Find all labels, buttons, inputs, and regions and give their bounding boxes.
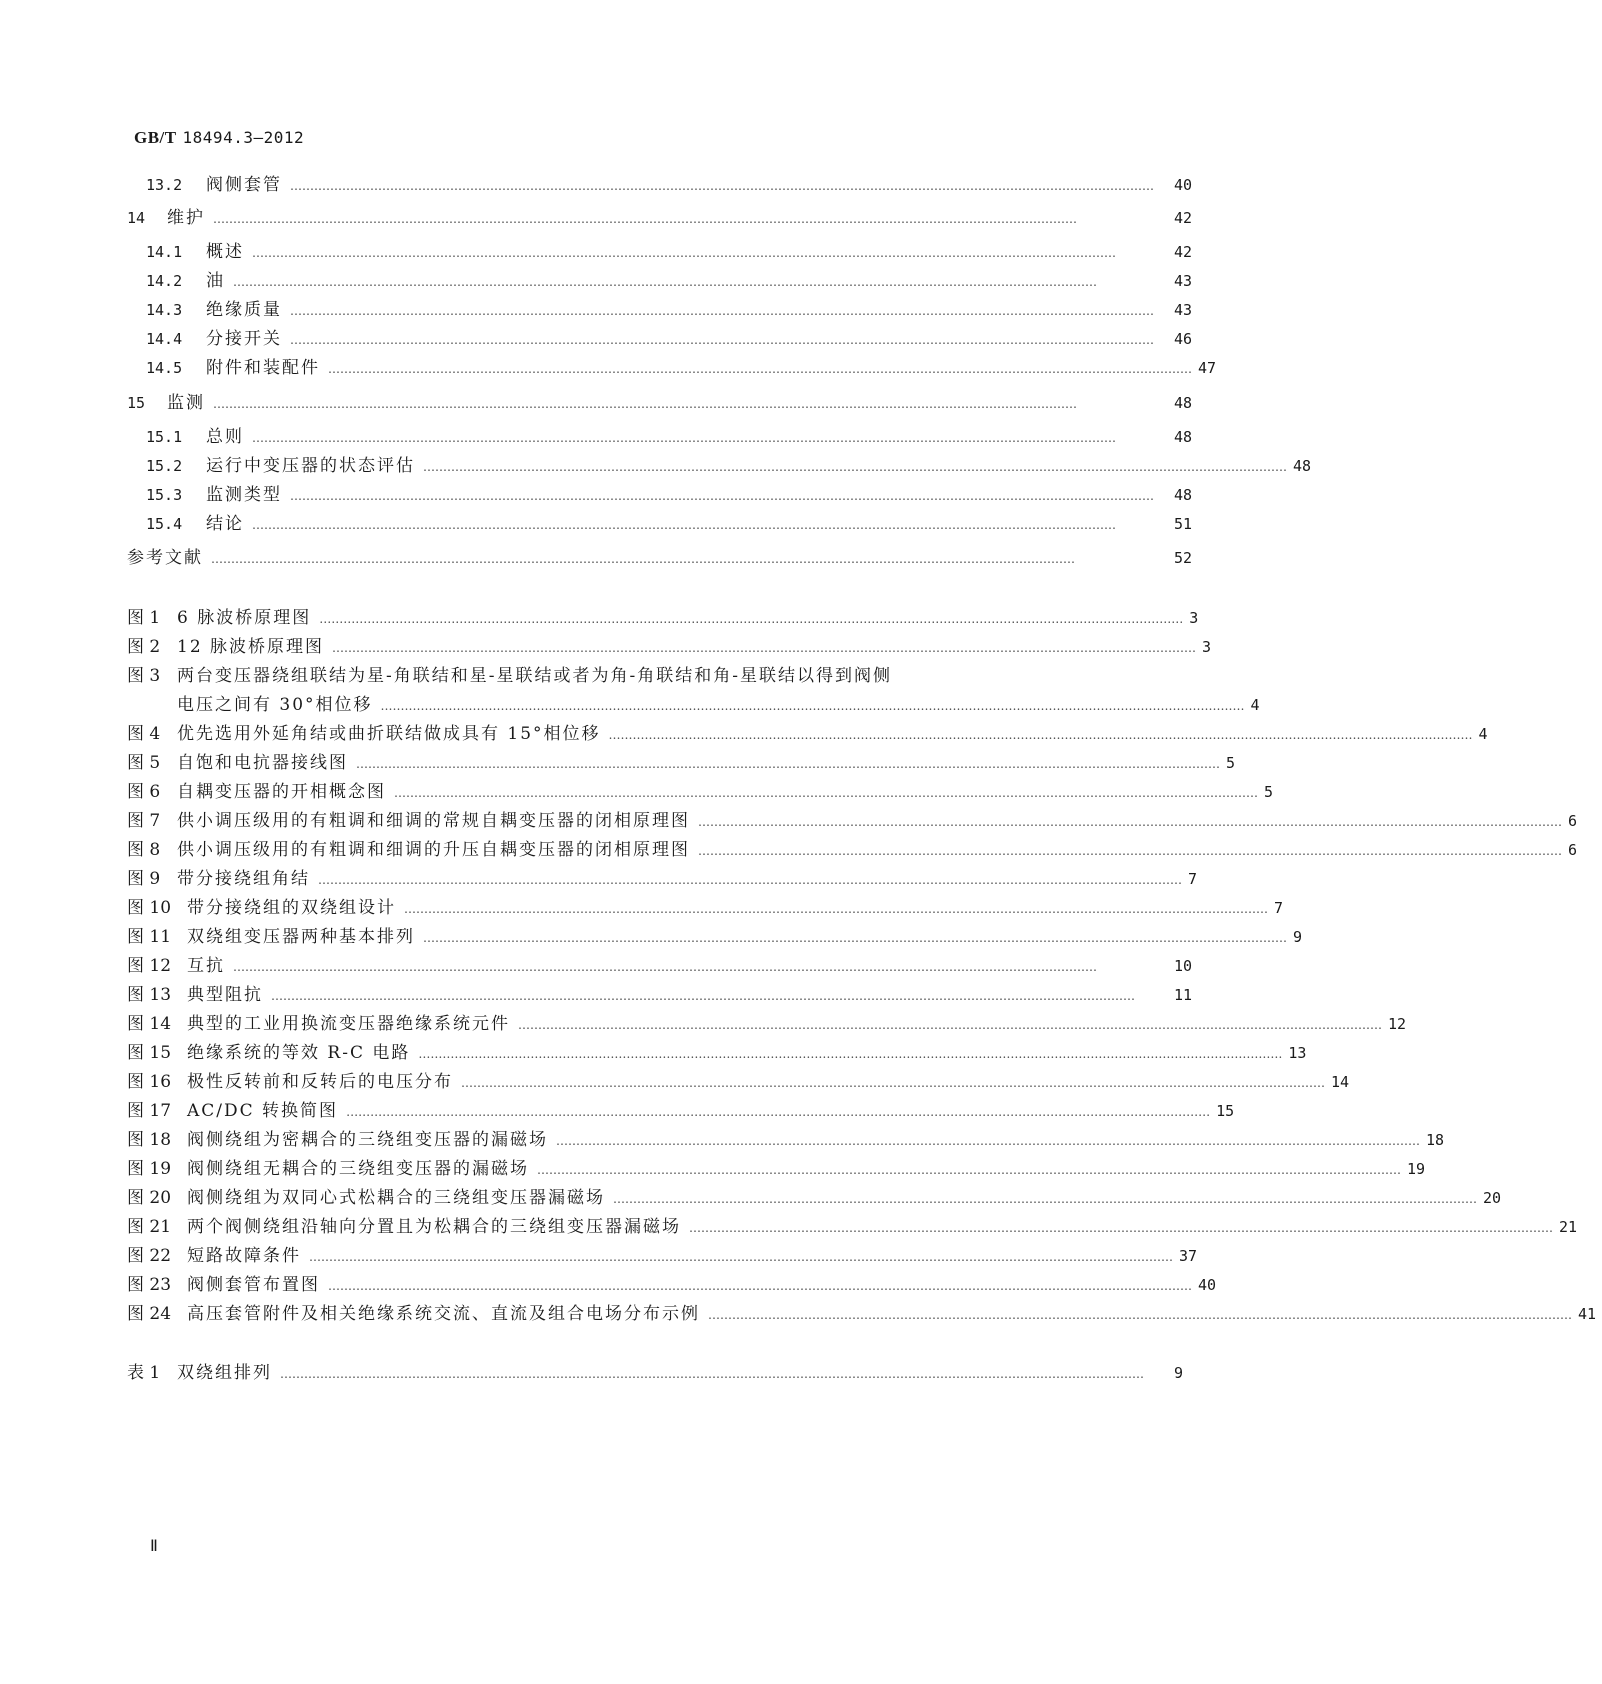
figure-title: 绝缘系统的等效 R-C 电路 [187,1043,411,1063]
figure-page: 37 [1179,1247,1198,1265]
toc-entry-15-1[interactable] [0,422,1198,446]
figure-entry-21[interactable] [0,1212,1578,1237]
figure-number: 图 16 [127,1072,172,1092]
figure-page: 4 [1478,725,1488,743]
leader-dots: ……………………………………………………………………………………………………………………………………………………………………………………………… [328,1279,1192,1293]
toc-entry-15-4[interactable] [0,509,1198,533]
figure-page: 18 [1426,1131,1445,1149]
figure-title: 优先选用外延角结或曲折联结做成具有 15°相位移 [177,724,601,744]
figure-title: 带分接绕组角结 [177,869,310,889]
figure-title: 两台变压器绕组联结为星-角联结和星-星联结或者为角-角联结和角-星联结以得到阀侧 [177,666,892,686]
leader-dots: ……………………………………………………………………………………………………………………………………………………………………………………………… [346,1105,1211,1119]
figure-title: 阀侧绕组无耦合的三绕组变压器的漏磁场 [187,1159,529,1179]
figure-title: AC/DC 转换简图 [187,1101,339,1121]
figure-entry-11[interactable] [0,922,1303,947]
figure-entry-10[interactable] [0,893,1284,918]
leader-dots: ……………………………………………………………………………………………………………………………………………………………………………………………… [252,246,1116,260]
figure-title: 高压套管附件及相关绝缘系统交流、直流及组合电场分布示例 [187,1304,700,1324]
toc-entry-number: 14.2 [146,272,183,290]
leader-dots: ……………………………………………………………………………………………………………………………………………………………………………………………… [689,1221,1553,1235]
leader-dots: ……………………………………………………………………………………………………………………………………………………………………………………………… [290,489,1154,503]
leader-dots: ……………………………………………………………………………………………………………………………………………………………………………………………… [418,1047,1283,1061]
figure-number: 图 4 [127,724,161,744]
figure-title: 供小调压级用的有粗调和细调的常规自耦变压器的闭相原理图 [177,811,690,831]
leader-dots: ……………………………………………………………………………………………………………………………………………………………………………………………… [290,179,1154,193]
figure-title: 阀侧绕组为双同心式松耦合的三绕组变压器漏磁场 [187,1188,605,1208]
toc-entry-page: 43 [1174,301,1193,319]
leader-dots: ……………………………………………………………………………………………………………………………………………………………………………………………… [332,641,1197,655]
toc-entry-15-3[interactable] [0,480,1198,504]
figure-entry-4[interactable] [0,719,1488,744]
figure-number: 图 18 [127,1130,172,1150]
toc-entry-title: 结论 [206,514,244,534]
figure-number: 图 2 [127,637,161,657]
figure-number: 图 8 [127,840,161,860]
leader-dots: ……………………………………………………………………………………………………………………………………………………………………………………………… [328,362,1192,376]
leader-dots: ……………………………………………………………………………………………………………………………………………………………………………………………… [613,1192,1477,1206]
leader-dots: ……………………………………………………………………………………………………………………………………………………………………………………………… [290,333,1154,347]
leader-dots: ……………………………………………………………………………………………………………………………………………………………………………………………… [608,728,1473,742]
figure-page: 3 [1189,609,1199,627]
figure-page: 11 [1174,986,1193,1004]
toc-entry-page: 52 [1174,549,1193,567]
figure-title: 互抗 [187,956,225,976]
figure-page: 19 [1407,1160,1426,1178]
figure-entry-7[interactable] [0,806,1578,831]
leader-dots: ……………………………………………………………………………………………………………………………………………………………………………………………… [280,1367,1144,1381]
figure-number: 图 12 [127,956,172,976]
figure-page: 7 [1188,870,1198,888]
figure-entry-15[interactable] [0,1038,1307,1063]
toc-entry-number: 14.4 [146,330,183,348]
figure-page: 41 [1578,1305,1597,1323]
leader-dots: ……………………………………………………………………………………………………………………………………………………………………………………………… [423,931,1287,945]
figure-number: 图 9 [127,869,161,889]
figure-title: 带分接绕组的双绕组设计 [187,898,396,918]
figure-page: 10 [1174,957,1193,975]
toc-entry-14[interactable] [0,203,1198,227]
toc-entry-page: 48 [1174,486,1193,504]
toc-entry-page: 47 [1198,359,1217,377]
leader-dots: ……………………………………………………………………………………………………………………………………………………………………………………………… [213,212,1077,226]
toc-entry-title: 参考文献 [127,548,203,568]
figure-number: 图 19 [127,1159,172,1179]
leader-dots: ……………………………………………………………………………………………………………………………………………………………………………………………… [309,1250,1173,1264]
toc-entry-number: 15 [127,394,146,412]
figure-entry-14[interactable] [0,1009,1407,1034]
figure-entry-16[interactable] [0,1067,1350,1092]
leader-dots: ……………………………………………………………………………………………………………………………………………………………………………………………… [290,304,1154,318]
toc-entry-number: 14.1 [146,243,183,261]
figure-title: 阀侧套管布置图 [187,1275,320,1295]
figure-entry-12[interactable] [0,951,1198,975]
figure-page: 14 [1331,1073,1350,1091]
toc-entry-14-2[interactable] [0,266,1198,290]
figure-number: 图 3 [127,666,161,686]
toc-entry-title: 总则 [206,427,244,447]
toc-entry-title: 维护 [167,208,205,228]
toc-entry-title: 概述 [206,242,244,262]
toc-entry-page: 42 [1174,243,1193,261]
toc-entry-page: 51 [1174,515,1193,533]
toc-entry-title: 监测 [167,393,205,413]
figure-title: 双绕组变压器两种基本排列 [187,927,415,947]
figure-title: 典型的工业用换流变压器绝缘系统元件 [187,1014,510,1034]
toc-entry-number: 14.5 [146,359,183,377]
figure-title: 6 脉波桥原理图 [177,608,312,628]
figure-number: 图 11 [127,927,172,947]
leader-dots: ……………………………………………………………………………………………………………………………………………………………………………………………… [380,699,1245,713]
figure-page: 5 [1264,783,1274,801]
figure-title: 极性反转前和反转后的电压分布 [187,1072,453,1092]
figure-page: 20 [1483,1189,1502,1207]
toc-entry-title: 绝缘质量 [206,300,282,320]
figure-number: 图 6 [127,782,161,802]
figure-number: 图 7 [127,811,161,831]
figure-title: 自饱和电抗器接线图 [177,753,348,773]
figure-entry-5[interactable] [0,748,1236,773]
figure-page: 21 [1559,1218,1578,1236]
toc-entry-15-2[interactable] [0,451,1312,476]
toc-entry-title: 分接开关 [206,329,282,349]
leader-dots: ……………………………………………………………………………………………………………………………………………………………………………………………… [252,518,1116,532]
toc-entry-14-3[interactable] [0,295,1198,319]
figure-entry-20[interactable] [0,1183,1502,1208]
figure-entry-13[interactable] [0,980,1198,1004]
standard-code: GB/T [134,128,177,147]
table-page: 9 [1174,1364,1184,1382]
toc-entry-14-5[interactable] [0,353,1217,378]
figure-number: 图 13 [127,985,172,1005]
table-entry-1[interactable] [0,1358,1198,1382]
leader-dots: ……………………………………………………………………………………………………………………………………………………………………………………………… [252,431,1116,445]
figure-entry-8[interactable] [0,835,1578,860]
toc-entry-page: 46 [1174,330,1193,348]
figure-title: 供小调压级用的有粗调和细调的升压自耦变压器的闭相原理图 [177,840,690,860]
page-number: Ⅱ [150,1538,158,1555]
figure-title-continued: 电压之间有 30°相位移 [177,695,373,715]
figure-entry-19[interactable] [0,1154,1426,1179]
leader-dots: ……………………………………………………………………………………………………………………………………………………………………………………………… [233,960,1097,974]
figure-entry-3[interactable] [0,661,1198,685]
toc-entry-number: 13.2 [146,176,183,194]
figure-number: 图 17 [127,1101,172,1121]
figure-page: 9 [1293,928,1303,946]
toc-entry-number: 14 [127,209,146,227]
toc-entry-page: 42 [1174,209,1193,227]
figure-title: 短路故障条件 [187,1246,301,1266]
toc-entry-title: 附件和装配件 [206,358,320,378]
figure-entry-17[interactable] [0,1096,1235,1121]
table-number: 表 1 [127,1363,161,1383]
leader-dots: ……………………………………………………………………………………………………………………………………………………………………………………………… [394,786,1258,800]
figure-number: 图 22 [127,1246,172,1266]
toc-entry-page: 43 [1174,272,1193,290]
figure-page: 6 [1568,812,1578,830]
toc-entry-number: 15.1 [146,428,183,446]
figure-page: 7 [1274,899,1284,917]
leader-dots: ……………………………………………………………………………………………………………………………………………………………………………………………… [211,552,1075,566]
figure-entry-9[interactable] [0,864,1198,888]
figure-page: 15 [1216,1102,1235,1120]
leader-dots: ……………………………………………………………………………………………………………………………………………………………………………………………… [556,1134,1420,1148]
standard-number: 18494.3—2012 [182,128,305,147]
figure-entry-6[interactable] [0,777,1274,802]
toc-entry-title: 油 [206,271,225,291]
leader-dots: ……………………………………………………………………………………………………………………………………………………………………………………………… [708,1308,1572,1322]
toc-entry-number: 15.3 [146,486,183,504]
figure-entry-24[interactable] [0,1299,1597,1324]
leader-dots: ……………………………………………………………………………………………………………………………………………………………………………………………… [698,815,1562,829]
toc-entry-page: 40 [1174,176,1193,194]
figure-page: 5 [1226,754,1236,772]
toc-entry-title: 阀侧套管 [206,175,282,195]
toc-entry-14-4[interactable] [0,324,1198,348]
leader-dots: ……………………………………………………………………………………………………………………………………………………………………………………………… [537,1163,1401,1177]
leader-dots: ……………………………………………………………………………………………………………………………………………………………………………………………… [461,1076,1325,1090]
figure-title: 两个阀侧绕组沿轴向分置且为松耦合的三绕组变压器漏磁场 [187,1217,681,1237]
figure-title: 自耦变压器的开相概念图 [177,782,386,802]
figure-page: 40 [1198,1276,1217,1294]
toc-entry-references[interactable] [0,543,1198,567]
leader-dots: ……………………………………………………………………………………………………………………………………………………………………………………………… [518,1018,1382,1032]
leader-dots: ……………………………………………………………………………………………………………………………………………………………………………………………… [271,989,1135,1003]
toc-entry-page: 48 [1174,394,1193,412]
figure-number: 图 5 [127,753,161,773]
toc-entry-15[interactable] [0,388,1198,412]
figure-number: 图 1 [127,608,161,628]
leader-dots: ……………………………………………………………………………………………………………………………………………………………………………………………… [319,612,1184,626]
figure-page: 13 [1288,1044,1307,1062]
toc-entry-page: 48 [1174,428,1193,446]
figure-number: 图 10 [127,898,172,918]
leader-dots: ……………………………………………………………………………………………………………………………………………………………………………………………… [233,275,1097,289]
figure-title: 阀侧绕组为密耦合的三绕组变压器的漏磁场 [187,1130,548,1150]
toc-entry-number: 14.3 [146,301,183,319]
figure-entry-2[interactable] [0,632,1212,657]
figure-page: 6 [1568,841,1578,859]
figure-number: 图 15 [127,1043,172,1063]
figure-page: 3 [1202,638,1212,656]
table-title: 双绕组排列 [177,1363,272,1383]
figure-number: 图 14 [127,1014,172,1034]
document-header [134,128,304,148]
figure-number: 图 23 [127,1275,172,1295]
figure-number: 图 24 [127,1304,172,1324]
figure-title: 典型阻抗 [187,985,263,1005]
figure-number: 图 21 [127,1217,172,1237]
toc-entry-number: 15.2 [146,457,183,475]
toc-entry-number: 15.4 [146,515,183,533]
toc-entry-title: 运行中变压器的状态评估 [206,456,415,476]
figure-page: 12 [1388,1015,1407,1033]
leader-dots: ……………………………………………………………………………………………………………………………………………………………………………………………… [404,902,1268,916]
figure-page: 4 [1250,696,1260,714]
figure-entry-22[interactable] [0,1241,1198,1265]
figure-entry-1[interactable] [0,603,1198,627]
figure-entry-3-continued[interactable] [0,690,1260,715]
leader-dots: ……………………………………………………………………………………………………………………………………………………………………………………………… [318,873,1182,887]
leader-dots: ……………………………………………………………………………………………………………………………………………………………………………………………… [356,757,1220,771]
toc-entry-14-1[interactable] [0,237,1198,261]
toc-entry-13-2[interactable] [0,170,1198,194]
leader-dots: ……………………………………………………………………………………………………………………………………………………………………………………………… [698,844,1562,858]
toc-entry-title: 监测类型 [206,485,282,505]
leader-dots: ……………………………………………………………………………………………………………………………………………………………………………………………… [213,397,1077,411]
figure-entry-18[interactable] [0,1125,1445,1150]
figure-title: 12 脉波桥原理图 [177,637,325,657]
leader-dots: ……………………………………………………………………………………………………………………………………………………………………………………………… [423,460,1287,474]
toc-entry-page: 48 [1293,457,1312,475]
figure-number: 图 20 [127,1188,172,1208]
figure-entry-23[interactable] [0,1270,1217,1295]
